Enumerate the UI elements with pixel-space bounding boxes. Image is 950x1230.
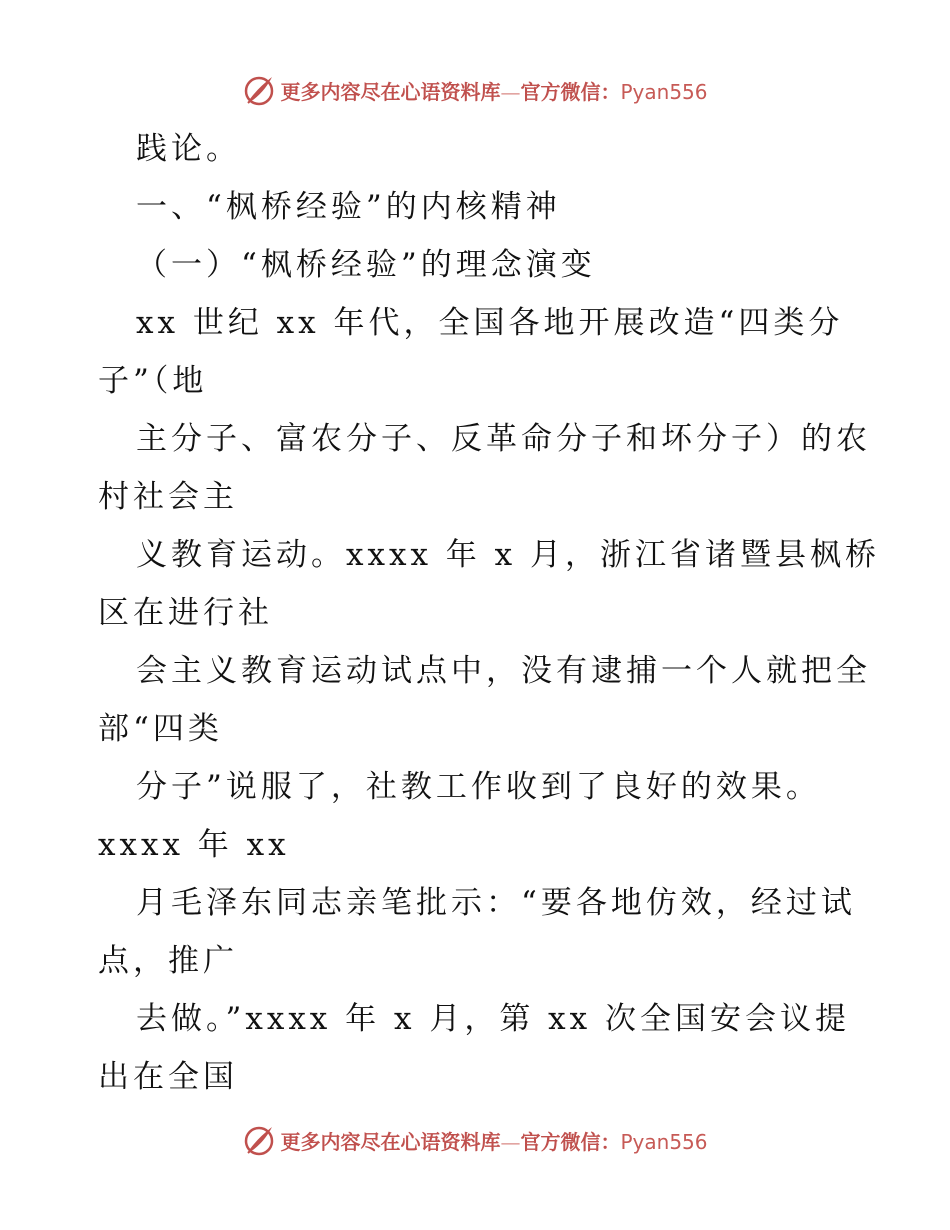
body-line: 去做。”xxxx 年 x 月，第 xx 次全国安会议提 — [136, 1001, 850, 1037]
header-banner — [0, 70, 950, 110]
header-site-text: 更多内容尽在心语资料库 — [280, 79, 501, 104]
quill-logo-icon — [242, 1123, 276, 1157]
footer-banner-text — [280, 1126, 707, 1155]
body-line: 出在全国 — [98, 1059, 238, 1095]
body-line: 子”（地 — [98, 363, 208, 399]
footer-wechat-label: 官方微信： — [520, 1129, 621, 1154]
body-line: 会主义教育运动试点中，没有逮捕一个人就把全 — [136, 653, 871, 689]
header-wechat-label: 官方微信： — [520, 79, 621, 104]
body-line: 区在进行社 — [98, 595, 273, 631]
body-line: 月毛泽东同志亲笔批示：“要各地仿效，经过试 — [136, 885, 856, 921]
body-line: 践论。 — [136, 131, 241, 167]
quill-logo-icon — [242, 73, 276, 107]
body-line: 点，推广 — [98, 943, 238, 979]
footer-wechat-id: Pyan556 — [620, 1129, 708, 1154]
subsection-heading: （一）“枫桥经验”的理念演变 — [136, 247, 596, 283]
body-line: 村社会主 — [98, 479, 238, 515]
footer-site-text: 更多内容尽在心语资料库 — [280, 1129, 501, 1154]
body-line: xx 世纪 xx 年代，全国各地开展改造“四类分 — [136, 305, 844, 341]
footer-separator: — — [500, 1129, 521, 1154]
header-separator: — — [500, 79, 521, 104]
body-line: 部“四类 — [98, 711, 223, 747]
body-line: 主分子、富农分子、反革命分子和坏分子）的农 — [136, 421, 871, 457]
footer-banner — [0, 1120, 950, 1160]
body-line: 义教育运动。xxxx 年 x 月，浙江省诸暨县枫桥 — [136, 537, 880, 573]
header-wechat-id: Pyan556 — [620, 79, 708, 104]
body-line: xxxx 年 xx — [98, 827, 290, 863]
body-line: 分子”说服了，社教工作收到了良好的效果。 — [136, 769, 821, 805]
section-heading: 一、“枫桥经验”的内核精神 — [136, 189, 561, 225]
header-banner-text — [280, 76, 707, 105]
